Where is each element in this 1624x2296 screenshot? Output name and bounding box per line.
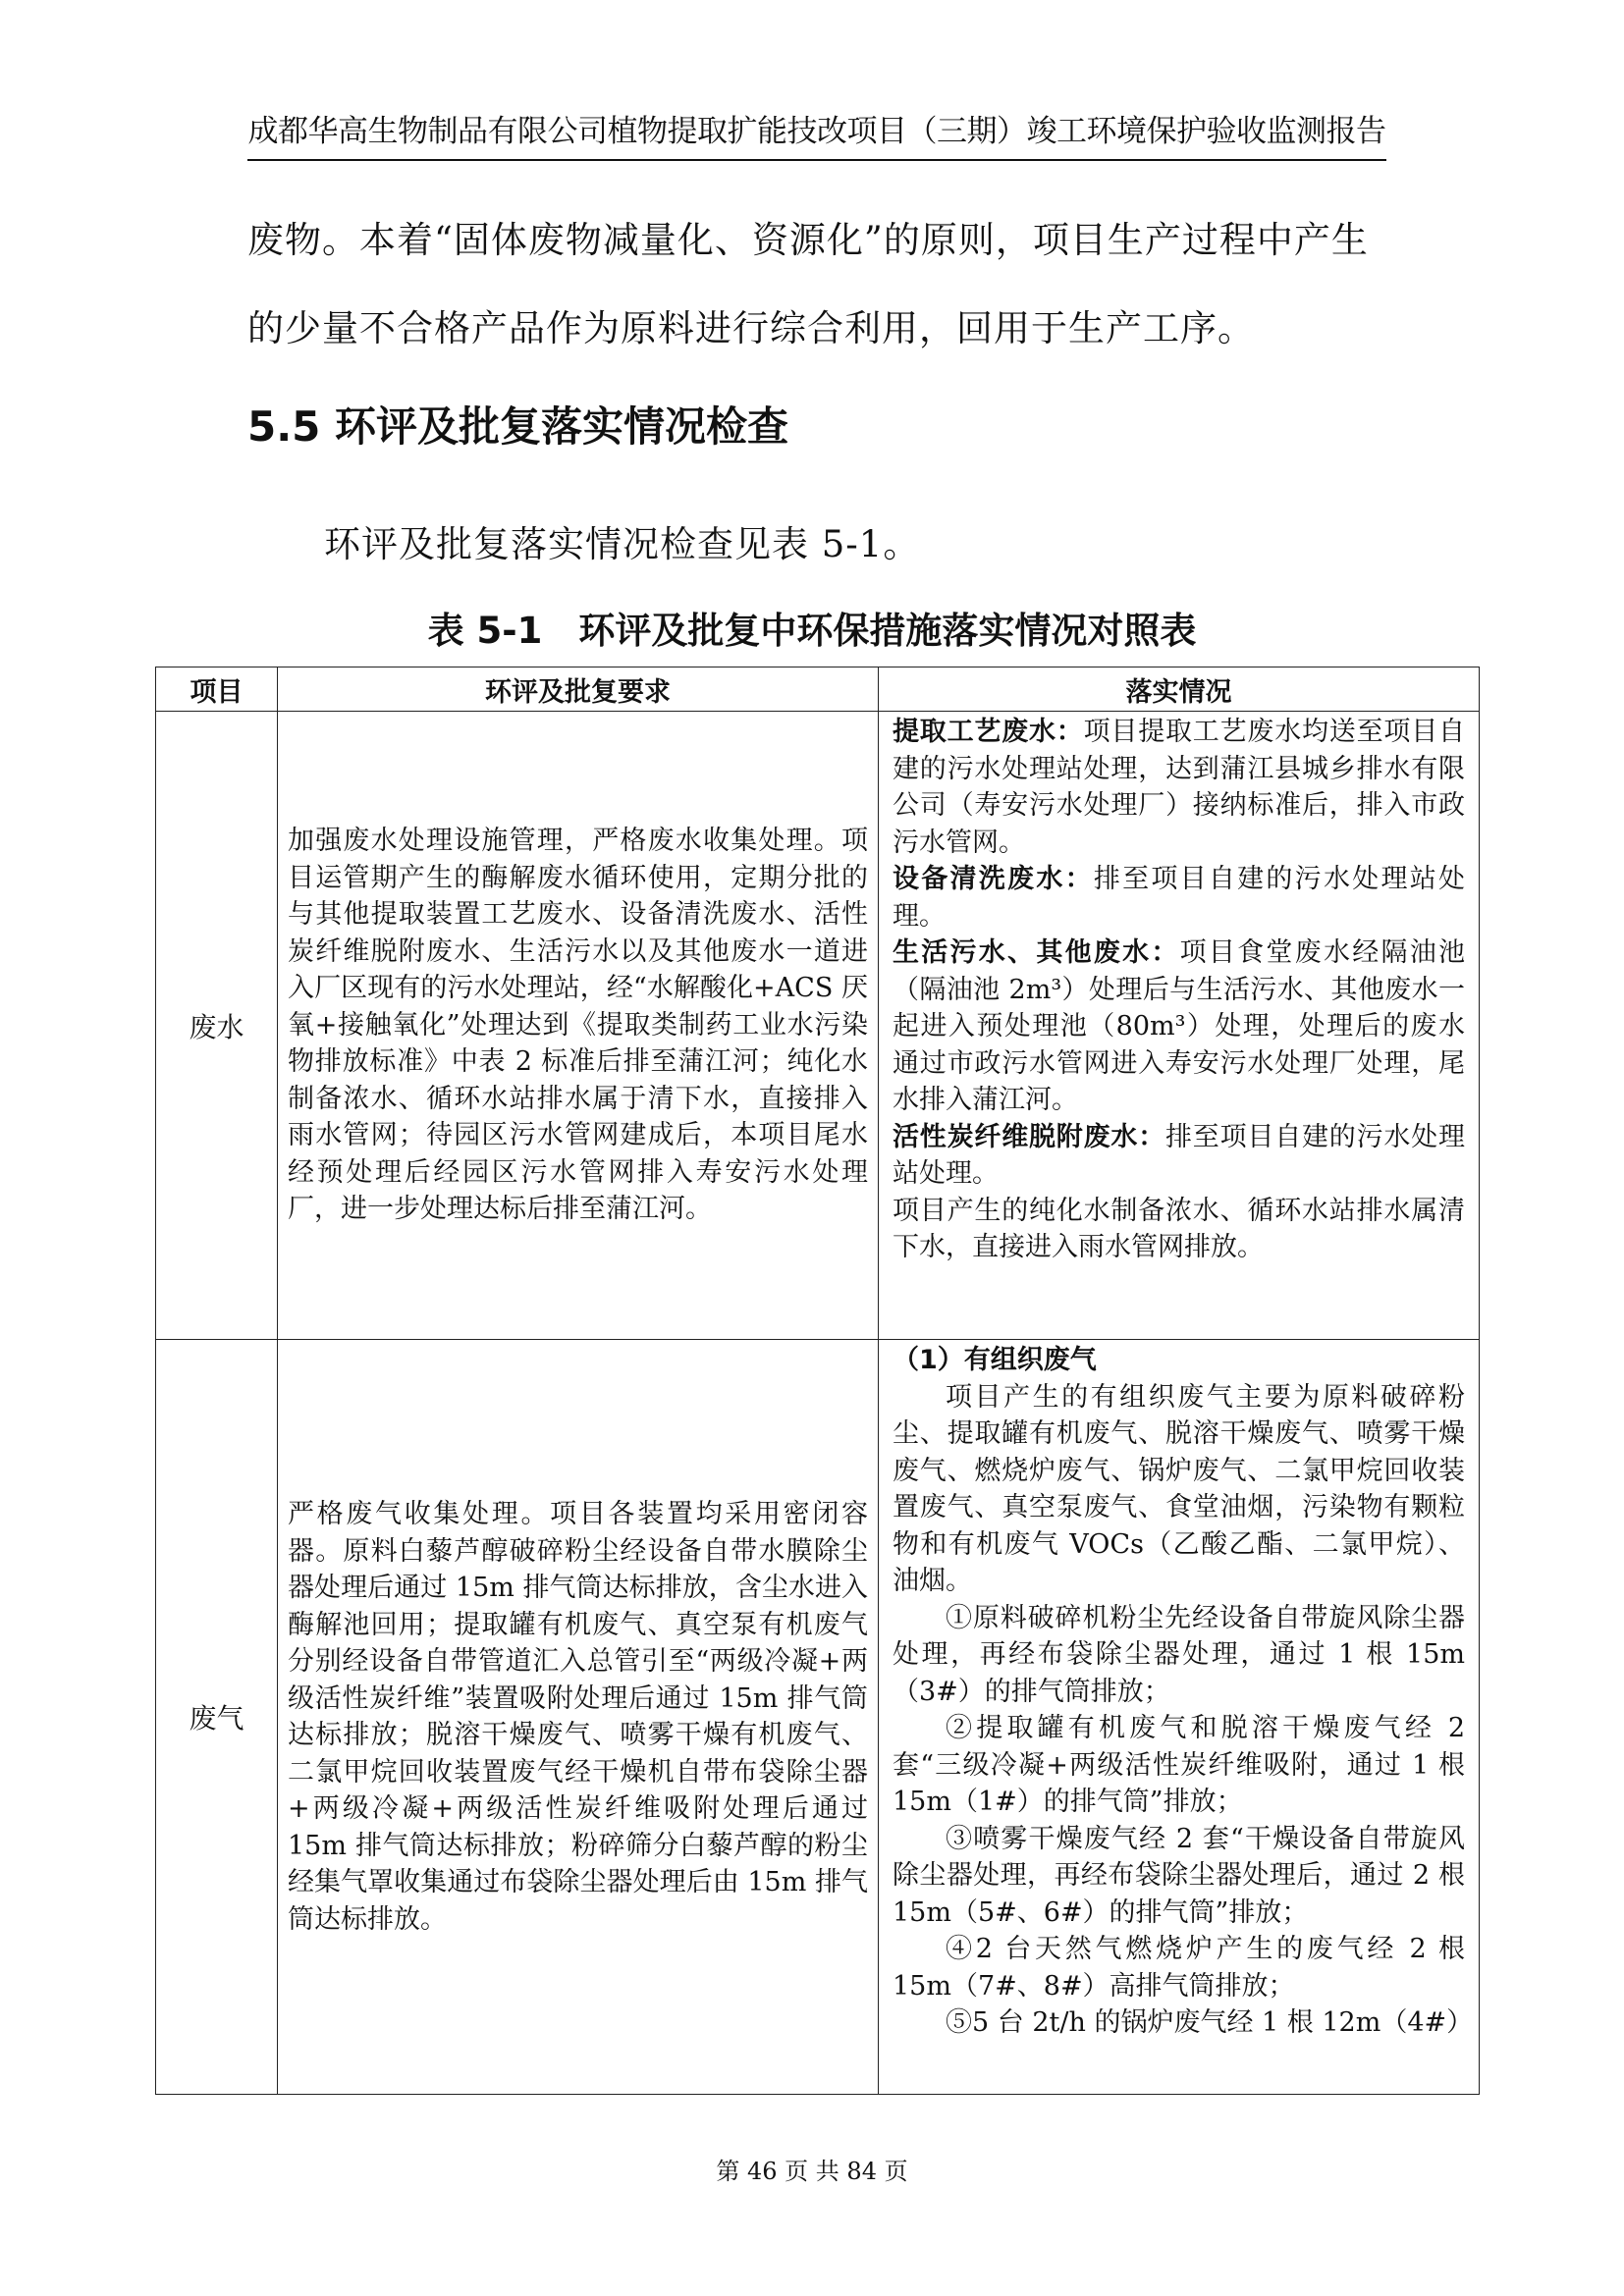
impl-paragraph: ②提取罐有机废气和脱溶干燥废气经 2 套“三级冷凝+两级活性炭纤维吸附，通过 1 根 15m（1#）的排气筒”排放； bbox=[893, 1713, 1465, 1817]
impl-paragraph: ③喷雾干燥废气经 2 套“干燥设备自带旋风除尘器处理，再经布袋除尘器处理后，通过 2 根 15m（5#、6#）的排气筒”排放； bbox=[893, 1823, 1465, 1928]
impl-text: 排至项目自建的污水处理站处理。 bbox=[893, 1121, 1465, 1189]
row-item-exhaust: 废气 bbox=[156, 1340, 278, 2095]
table-caption: 表 5-1 环评及批复中环保措施落实情况对照表 bbox=[427, 610, 1197, 652]
impl-subtitle: （1）有组织废气 bbox=[893, 1345, 1097, 1375]
table-row bbox=[156, 712, 1480, 1340]
impl-label: 设备清洗废水： bbox=[893, 864, 1094, 894]
impl-text: 项目提取工艺废水均送至项目自建的污水处理站处理，达到蒲江县城乡排水有限公司（寿安污水处理厂）接纳标准后，排入市政污水管网。 bbox=[893, 717, 1466, 858]
col-header-implementation: 落实情况 bbox=[879, 667, 1480, 712]
section-title: 5.5 环评及批复落实情况检查 bbox=[247, 402, 789, 451]
impl-text: 项目产生的纯化水制备浓水、循环水站排水属清下水，直接进入雨水管网排放。 bbox=[893, 1195, 1465, 1262]
row-impl-wastewater bbox=[879, 712, 1480, 1340]
intro-line-1: 废物。本着“固体废物减量化、资源化”的原则，项目生产过程中产生 bbox=[247, 219, 1369, 261]
impl-entry bbox=[893, 714, 1465, 861]
impl-entry bbox=[893, 861, 1465, 934]
impl-label: 生活污水、其他废水： bbox=[893, 937, 1180, 968]
row-requirement-exhaust: 严格废气收集处理。项目各装置均采用密闭容器。原料白藜芦醇破碎粉尘经设备自带水膜除尘器处理后通过 15m 排气筒达标排放，含尘水进入酶解池回用；提取罐有机废气、真空泵有机废气分别经设备自带管道汇入总管引至“两级冷凝+两级活性炭纤维”装置吸附处理后通过 15m 排气筒达标排放；脱溶干燥废气、喷雾干燥有机废气、二氯甲烷回收装置废气经干燥机自带布袋除尘器+两级冷凝+两级活性炭纤维吸附处理后通过 15m 排气筒达标排放；粉碎筛分白藜芦醇的粉尘经集气罩收集通过布袋除尘器处理后由 15m 排气筒达标排放。 bbox=[278, 1340, 879, 2095]
impl-paragraph: 项目产生的有组织废气主要为原料破碎粉尘、提取罐有机废气、脱溶干燥废气、喷雾干燥废气、燃烧炉废气、锅炉废气、二氯甲烷回收装置废气、真空泵废气、食堂油烟，污染物有颗粒物和有机废气 VOCs（乙酸乙酯、二氯甲烷）、油烟。 bbox=[893, 1381, 1465, 1596]
impl-label: 提取工艺废水： bbox=[893, 717, 1084, 747]
impl-label: 活性炭纤维脱附废水： bbox=[893, 1121, 1165, 1152]
impl-entry bbox=[893, 1119, 1465, 1193]
impl-entry bbox=[893, 934, 1465, 1119]
col-header-item: 项目 bbox=[156, 667, 278, 712]
page-footer: 第 46 页 共 84 页 bbox=[716, 2158, 908, 2185]
report-header: 成都华高生物制品有限公司植物提取扩能技改项目（三期）竣工环境保护验收监测报告 bbox=[247, 112, 1386, 161]
table-row bbox=[156, 1340, 1480, 2095]
col-header-requirement: 环评及批复要求 bbox=[278, 667, 879, 712]
impl-entry bbox=[893, 1193, 1465, 1266]
row-item-wastewater: 废水 bbox=[156, 712, 278, 1340]
table-header-row bbox=[156, 667, 1480, 712]
compliance-table bbox=[155, 667, 1480, 2095]
row-impl-exhaust bbox=[879, 1340, 1480, 2095]
impl-paragraph: ⑤5 台 2t/h 的锅炉废气经 1 根 12m（4#） bbox=[946, 2007, 1474, 2038]
row-requirement-wastewater: 加强废水处理设施管理，严格废水收集处理。项目运管期产生的酶解废水循环使用，定期分批的与其他提取装置工艺废水、设备清洗废水、活性炭纤维脱附废水、生活污水以及其他废水一道进入厂区现有的污水处理站，经“水解酸化+ACS 厌氧+接触氧化”处理达到《提取类制药工业水污染物排放标准》中表 2 标准后排至蒲江河；纯化水制备浓水、循环水站排水属于清下水，直接排入雨水管网；待园区污水管网建成后，本项目尾水经预处理后经园区污水管网排入寿安污水处理厂，进一步处理达标后排至蒲江河。 bbox=[278, 712, 879, 1340]
impl-text: 排至项目自建的污水处理站处理。 bbox=[893, 864, 1466, 932]
impl-paragraph: ④2 台天然气燃烧炉产生的废气经 2 根 15m（7#、8#）高排气筒排放； bbox=[893, 1934, 1465, 2002]
section-text: 环评及批复落实情况检查见表 5-1。 bbox=[324, 523, 921, 565]
intro-line-2: 的少量不合格产品作为原料进行综合利用，回用于生产工序。 bbox=[247, 307, 1255, 349]
impl-text: 项目食堂废水经隔油池（隔油池 2m³）处理后与生活污水、其他废水一起进入预处理池（80m³）处理，处理后的废水通过市政污水管网进入寿安污水处理厂处理，尾水排入蒲江河。 bbox=[893, 937, 1466, 1115]
impl-paragraph: ①原料破碎机粉尘先经设备自带旋风除尘器处理，再经布袋除尘器处理，通过 1 根 15m（3#）的排气筒排放； bbox=[893, 1602, 1465, 1707]
